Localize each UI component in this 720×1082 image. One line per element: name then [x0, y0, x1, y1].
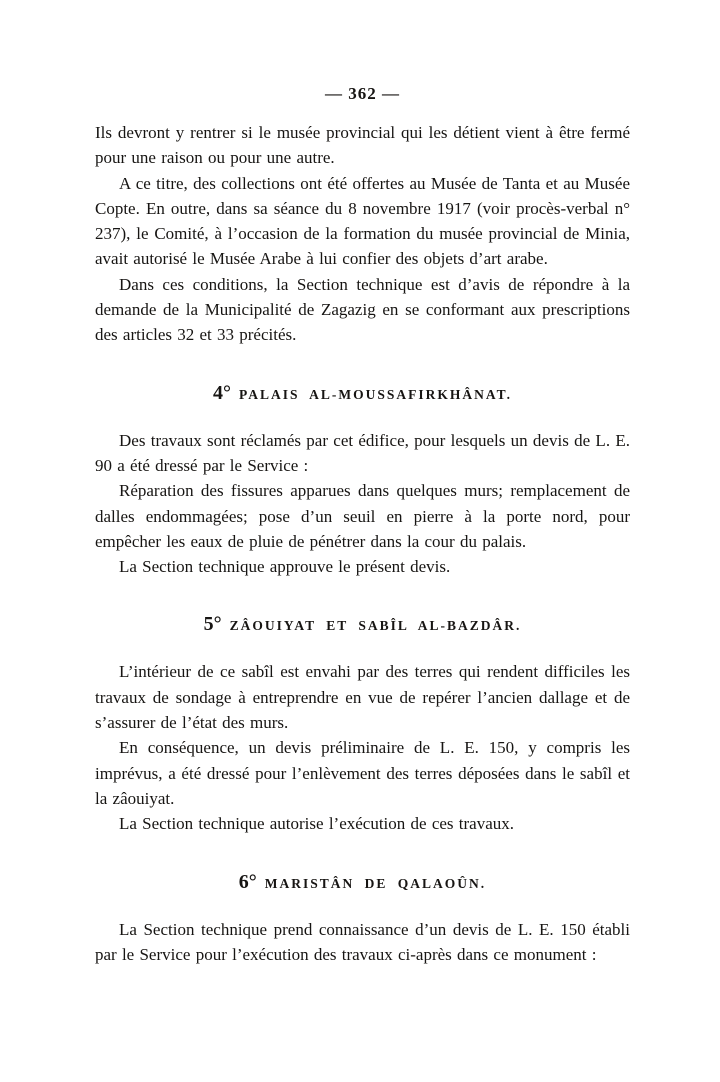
section-title: MARISTÂN DE QALAOÛN.	[264, 875, 487, 891]
section-4-paragraph-3: La Section technique approuve le présent devis.	[119, 557, 451, 577]
section-number: 6°	[238, 870, 257, 893]
section-number: 4°	[212, 381, 231, 404]
section-5-paragraph-2: En conséquence, un devis préliminaire de L. E. 150, y compris les imprévus, a été dressé pour l’enlèvement des terres déposées dans le sabîl et la zâouiyat.	[95, 738, 630, 808]
intro-paragraph-2: A ce titre, des collections ont été offertes au Musée de Tanta et au Musée Copte. En outre, dans sa séance du 8 novembre 1917 (voir procès-verbal n° 237), le Comité, à l’occasion de la formation du musée provincial de Minia, avait autorisé le Musée Arabe à lui confier des objets d’art arabe.	[95, 173, 630, 269]
section-4-paragraph-1: Des travaux sont réclamés par cet édifice, pour lesquels un devis de L. E. 90 a été dressé par le Service :	[95, 430, 630, 475]
intro-paragraph-1: Ils devront y rentrer si le musée provincial qui les détient vient à être fermé pour une raison ou pour une autre.	[95, 123, 630, 168]
section-title: ZÂOUIYAT ET SABÎL AL-BAZDÂR.	[229, 618, 522, 634]
text-block	[95, 84, 630, 967]
section-heading-maristan-de-qalaoun	[95, 871, 630, 894]
section-heading-palais-al-moussafirkhanat	[95, 382, 630, 405]
section-number: 5°	[203, 613, 222, 636]
section-heading-zaouiyat-et-sabil-al-bazdar	[95, 613, 630, 636]
page-number: — 362 —	[325, 84, 400, 103]
intro-paragraph-3: Dans ces conditions, la Section technique est d’avis de répondre à la demande de la Municipalité de Zagazig en se conformant aux prescriptions des articles 32 et 33 précités.	[95, 274, 630, 345]
section-5-paragraph-1: L’intérieur de ce sabîl est envahi par des terres qui rendent difficiles les travaux de sondage à entreprendre en vue de repérer l’ancien dallage et de s’assurer de l’état des murs.	[95, 662, 630, 733]
section-6-paragraph-1: La Section technique prend connaissance d’un devis de L. E. 150 établi par le Service pour l’exécution des travaux ci-après dans ce monument :	[95, 919, 630, 964]
section-4-paragraph-2: Réparation des fissures apparues dans quelques murs; remplacement de dalles endommagées; pose d’un seuil en pierre à la porte nord, pour empêcher les eaux de pluie de pénétrer dans la cour du palais.	[95, 481, 630, 551]
section-title: PALAIS AL-MOUSSAFIRKHÂNAT.	[238, 386, 513, 402]
section-5-paragraph-3: La Section technique autorise l’exécution de ces travaux.	[119, 814, 515, 834]
